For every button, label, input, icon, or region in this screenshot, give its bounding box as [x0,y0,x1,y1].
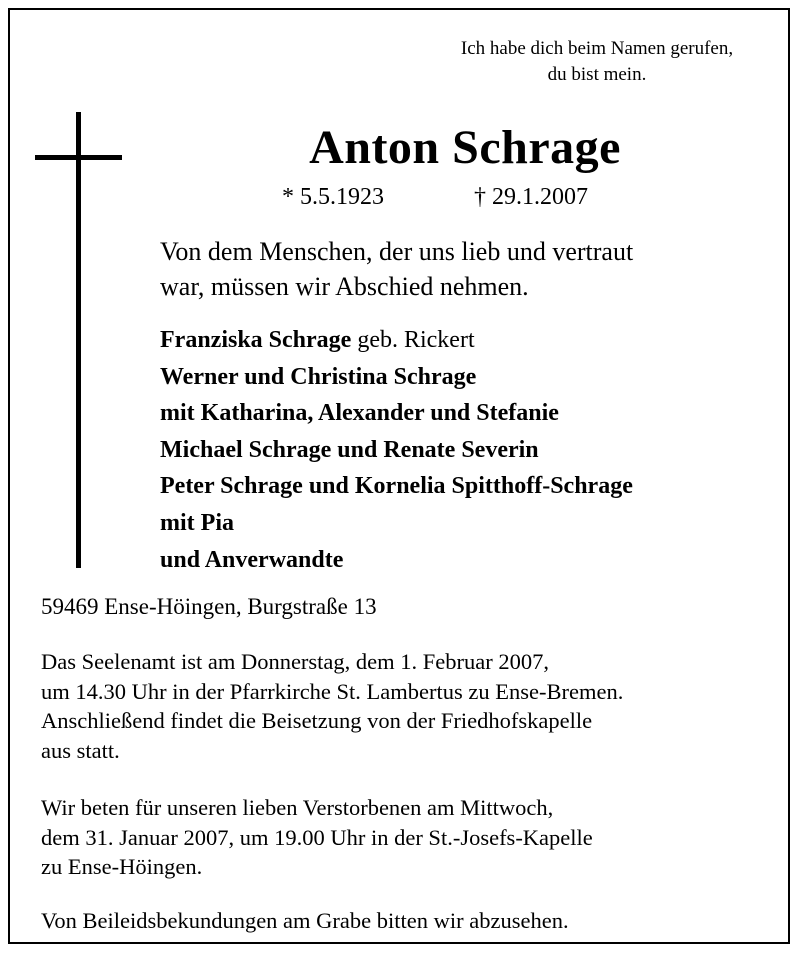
mourner-maiden-name: geb. Rickert [351,327,475,353]
mourner-line: und Anverwandte [160,546,344,573]
prayer-line: Wir beten für unseren lieben Verstorbenen am Mittwoch, [41,795,554,820]
mourning-address: 59469 Ense-Höingen, Burgstraße 13 [41,594,377,619]
bible-motto [432,36,762,88]
mourner-line: Werner und Christina Schrage [160,363,477,390]
mourner-line: mit Pia [160,509,234,536]
condolence-line: Von Beileidsbekundungen am Grabe bitten wir abzusehen. [41,908,569,933]
service-line: Das Seelenamt ist am Donnerstag, dem 1. Februar 2007, [41,649,550,674]
prayer-line: zu Ense-Höingen. [41,854,203,879]
motto-line-1: Ich habe dich beim Namen gerufen, [460,38,734,59]
death-date: † 29.1.2007 [474,184,588,210]
deceased-name: Anton Schrage [309,121,621,174]
mourner-line: mit Katharina, Alexander und Stefanie [160,400,559,427]
mourner-line: Peter Schrage und Kornelia Spitthoff-Schrage [160,473,633,500]
mourner-line: Michael Schrage und Renate Severin [160,436,539,463]
mourner-name: Franziska Schrage [160,327,352,353]
motto-line-2: du bist mein. [547,64,647,85]
life-dates [282,180,682,214]
prayer-announcement [41,793,786,882]
service-announcement [41,647,786,765]
farewell-line-2: war, müssen wir Abschied nehmen. [160,272,529,301]
cross-icon [76,112,81,568]
service-line: Anschließend findet die Beisetzung von der Friedhofskapelle [41,708,593,733]
prayer-line: dem 31. Januar 2007, um 19.00 Uhr in der St.-Josefs-Kapelle [41,824,593,850]
birth-date: * 5.5.1923 [282,184,384,210]
farewell-line-1: Von dem Menschen, der uns lieb und vertraut [160,237,634,266]
condolence-note [41,906,786,936]
service-line: um 14.30 Uhr in der Pfarrkirche St. Lambertus zu Ense-Bremen. [41,678,624,704]
mourners-list [160,322,790,578]
service-line: aus statt. [41,737,120,763]
farewell-text [160,234,780,304]
cross-icon-crossbar [35,155,122,160]
mourner-line [160,322,790,359]
